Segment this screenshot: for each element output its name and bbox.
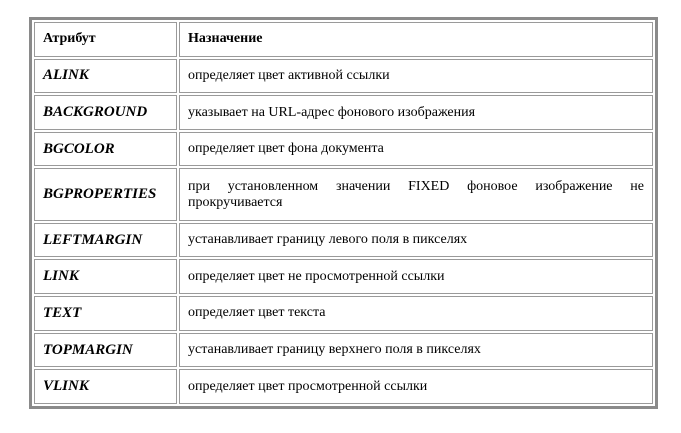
header-purpose: Назначение: [179, 22, 653, 57]
attribute-description: определяет цвет просмотренной ссылки: [179, 369, 653, 404]
attribute-name: ALINK: [34, 59, 177, 94]
attribute-name: LINK: [34, 259, 177, 294]
attribute-name: BACKGROUND: [34, 95, 177, 130]
attribute-description: устанавливает границу левого поля в пикселях: [179, 223, 653, 258]
attribute-name: BGCOLOR: [34, 132, 177, 167]
attributes-table-frame: [29, 17, 658, 409]
attributes-table: [32, 20, 655, 406]
attribute-description: указывает на URL-адрес фонового изображения: [179, 95, 653, 130]
table-row: [34, 132, 653, 167]
attribute-name: VLINK: [34, 369, 177, 404]
header-attribute: Атрибут: [34, 22, 177, 57]
attribute-description: устанавливает границу верхнего поля в пикселях: [179, 333, 653, 368]
attribute-description: определяет цвет не просмотренной ссылки: [179, 259, 653, 294]
attribute-name: LEFTMARGIN: [34, 223, 177, 258]
attribute-description: определяет цвет текста: [179, 296, 653, 331]
attribute-description: определяет цвет фона документа: [179, 132, 653, 167]
table-row: [34, 369, 653, 404]
table-row: [34, 333, 653, 368]
attribute-description: при установленном значении FIXED фоновое изображение не прокручивается: [179, 168, 653, 220]
table-row: [34, 259, 653, 294]
attribute-name: TEXT: [34, 296, 177, 331]
table-row: [34, 59, 653, 94]
attribute-description: определяет цвет активной ссылки: [179, 59, 653, 94]
table-row: [34, 95, 653, 130]
attribute-name: BGPROPERTIES: [34, 168, 177, 220]
attribute-name: TOPMARGIN: [34, 333, 177, 368]
table-header-row: [34, 22, 653, 57]
table-row: [34, 296, 653, 331]
table-row: [34, 168, 653, 220]
table-row: [34, 223, 653, 258]
